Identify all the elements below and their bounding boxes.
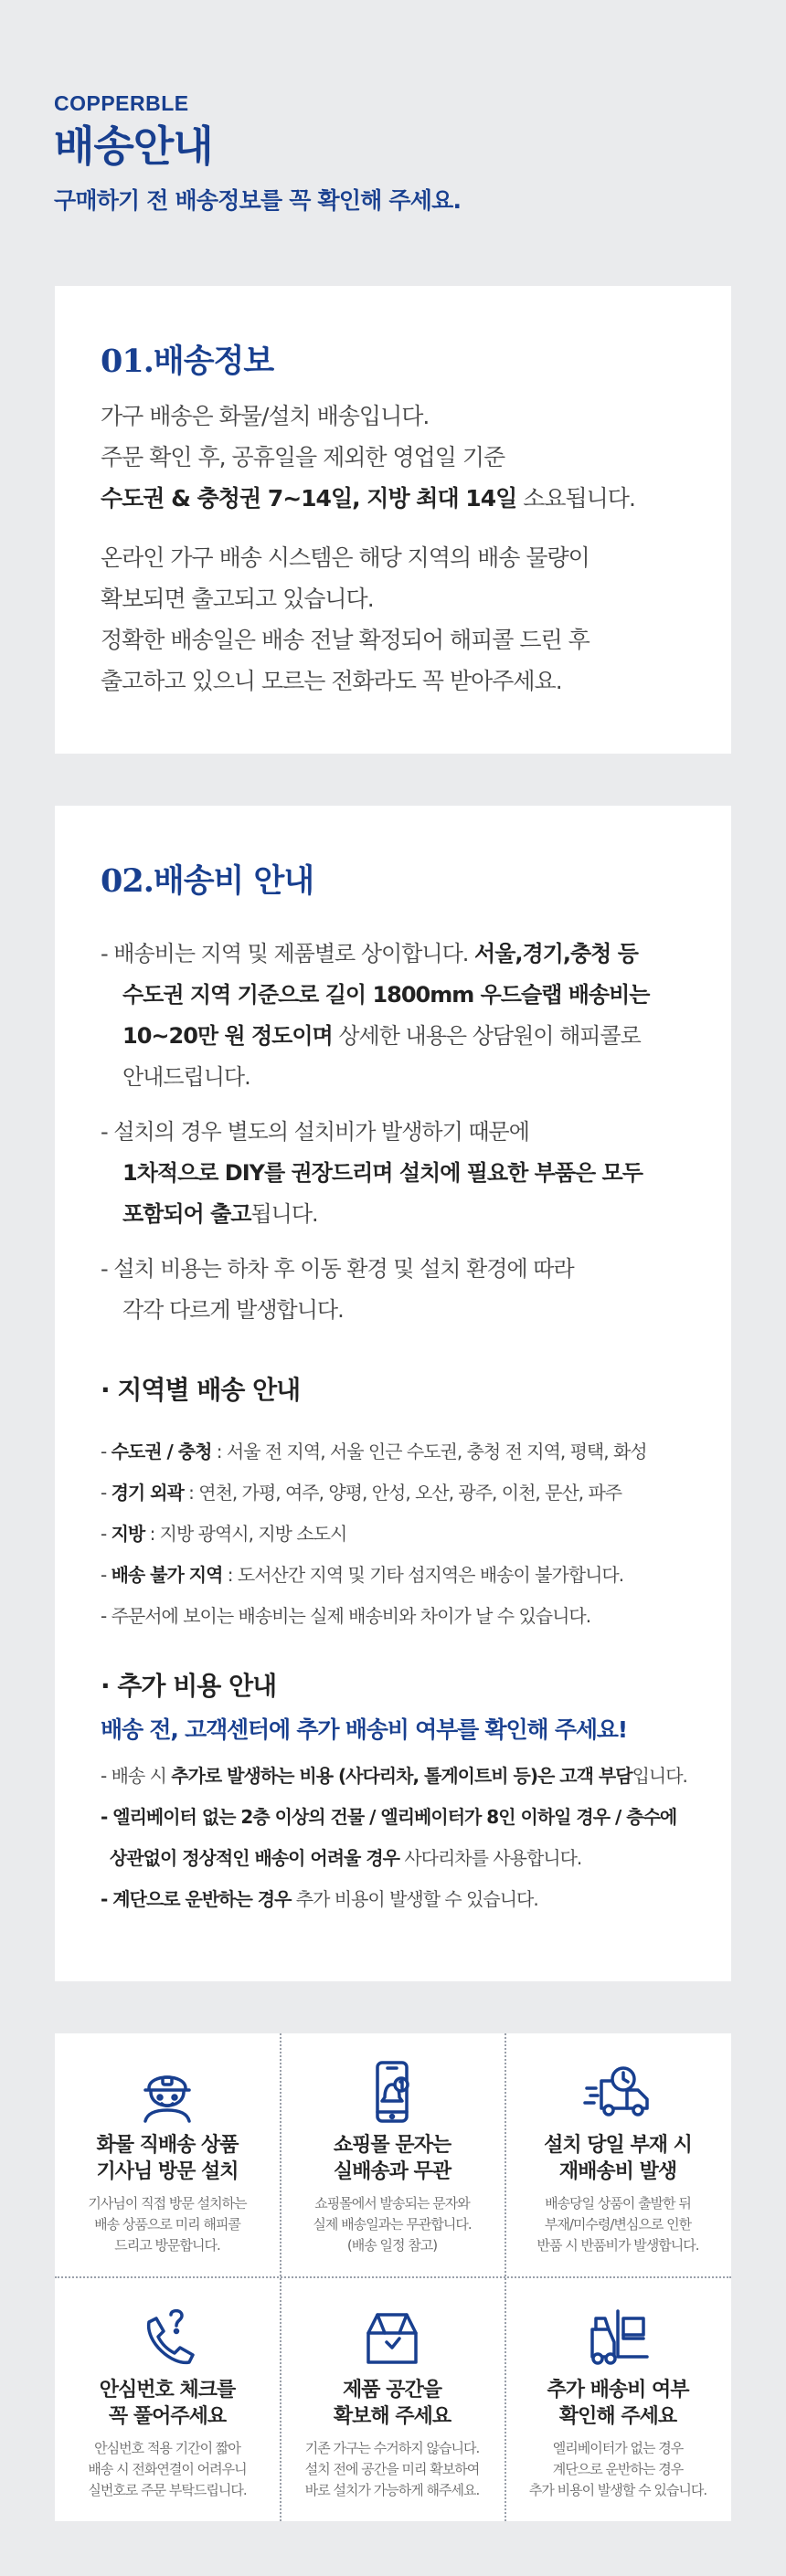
text-line: - 설치의 경우 별도의 설치비가 발생하기 때문에 — [101, 1119, 529, 1145]
list-item: - 주문서에 보이는 배송비는 실제 배송비와 차이가 날 수 있습니다. — [101, 1605, 591, 1627]
list-item: - 경기 외곽 : 연천, 가평, 여주, 양평, 안성, 오산, 광주, 이천, 문산, 파주 — [101, 1482, 622, 1504]
text-line: - 설치 비용는 하차 후 이동 환경 및 설치 환경에 따라 — [101, 1256, 574, 1282]
tip-title: 화물 직배송 상품 기사님 방문 설치 — [96, 2134, 239, 2183]
tip-cell-sms — [280, 2033, 505, 2276]
region-label: 배송 불가 지역 — [111, 1564, 223, 1586]
bold-text: 추가로 발생하는 비용 (사다리차, 톨게이트비 등)은 고객 부담 — [171, 1765, 632, 1787]
bold-text: 수도권 & 충청권 7~14일, 지방 최대 14일 — [101, 485, 517, 512]
region-text: : 연천, 가평, 여주, 양평, 안성, 오산, 광주, 이천, 문산, 파주 — [183, 1482, 622, 1504]
list-item — [101, 1879, 687, 1920]
delivery-worker-icon — [133, 2057, 202, 2127]
text: 입니다. — [632, 1765, 687, 1787]
list-item — [101, 1838, 687, 1879]
extra-cost-title: · 추가 비용 안내 — [101, 1671, 277, 1701]
text-line — [101, 1016, 649, 1057]
list-item: - 배송 불가 지역 : 도서산간 지역 및 기타 섬지역은 배송이 불가합니다. — [101, 1564, 624, 1586]
list-item — [101, 1797, 687, 1838]
text-line — [101, 478, 635, 519]
list-item: - 지방 : 지방 광역시, 지방 소도시 — [101, 1523, 347, 1545]
bold-text: 수도권 지역 기준으로 길이 1800mm 우드슬랩 배송비는 — [122, 982, 650, 1008]
extra-cost-notice: 배송 전, 고객센터에 추가 배송비 여부를 확인해 주세요! — [101, 1716, 627, 1743]
tip-cell-absence — [505, 2033, 731, 2276]
phone-message-icon — [357, 2057, 427, 2127]
text-line: 안내드립니다. — [122, 1064, 250, 1090]
phone-question-icon — [133, 2302, 202, 2371]
list-item: - 수도권 / 충청 : 서울 전 지역, 서울 인근 수도권, 충청 전 지역, 평택, 화성 — [101, 1441, 647, 1462]
text-line — [101, 934, 649, 975]
text: 소요됩니다. — [516, 485, 635, 512]
text-line: 주문 확인 후, 공휴일을 제외한 영업일 기준 — [101, 444, 505, 470]
text-line: 각각 다르게 발생합니다. — [122, 1297, 344, 1323]
bold-text: - 엘리베이터 없는 2층 이상의 건물 / 엘리베이터가 8인 이하일 경우 / 층수에 — [101, 1806, 677, 1828]
bold-text: 1차적으로 DIY를 권장드리며 설치에 필요한 부품은 모두 — [122, 1160, 643, 1186]
text: 추가 비용이 발생할 수 있습니다. — [291, 1888, 538, 1910]
tip-desc: 엘리베이터가 없는 경우 계단으로 운반하는 경우 추가 비용이 발생할 수 있습니다. — [528, 2440, 707, 2498]
region-text: : 도서산간 지역 및 기타 섬지역은 배송이 불가합니다. — [222, 1564, 624, 1586]
text-line: 온라인 가구 배송 시스템은 해당 지역의 배송 물량이 — [101, 544, 590, 571]
delivery-info-card — [55, 286, 731, 754]
text-line: 가구 배송은 화물/설치 배송입니다. — [101, 403, 430, 429]
text: 상세한 내용은 상담원이 해피콜로 — [332, 1023, 641, 1049]
tip-title: 설치 당일 부재 시 재배송비 발생 — [544, 2134, 692, 2183]
region-text: : 지방 광역시, 지방 소도시 — [144, 1523, 347, 1545]
region-label: 수도권 / 충청 — [111, 1441, 212, 1462]
tip-title: 안심번호 체크를 꼭 풀어주세요 — [99, 2379, 236, 2428]
tip-title: 제품 공간을 확보해 주세요 — [333, 2379, 451, 2428]
region-guide-title: · 지역별 배송 안내 — [101, 1375, 301, 1405]
page-title: 배송안내 — [54, 121, 213, 171]
region-label: 경기 외곽 — [111, 1482, 184, 1504]
tip-desc: 기존 가구는 수거하지 않습니다. 설치 전에 공간을 미리 확보하여 바로 설치가 가능하게 해주세요. — [304, 2440, 480, 2498]
tip-cell-space — [280, 2278, 505, 2521]
shipping-fee-bullet-3 — [101, 1249, 574, 1331]
header — [54, 91, 461, 216]
tip-title: 추가 배송비 여부 확인해 주세요 — [547, 2379, 689, 2428]
delivery-info-paragraph-2 — [101, 537, 590, 702]
tip-cell-safe-number — [55, 2278, 280, 2521]
region-label: 지방 — [111, 1523, 145, 1545]
section-title-delivery-info: 01.배송정보 — [101, 343, 274, 380]
text: 됩니다. — [250, 1201, 318, 1227]
text-line — [101, 975, 649, 1016]
region-list — [101, 1431, 647, 1637]
shipping-fee-bullet-1 — [101, 934, 649, 1098]
text: 사다리차를 사용합니다. — [398, 1847, 582, 1869]
shipping-fee-bullet-2 — [101, 1112, 643, 1235]
text-line — [101, 1153, 643, 1194]
tip-desc: 배송당일 상품이 출발한 뒤 부재/미수령/변심으로 인한 반품 시 반품비가 발생합니다. — [536, 2195, 699, 2254]
forklift-icon — [583, 2302, 653, 2371]
text: - 배송 시 — [101, 1765, 172, 1787]
delivery-tips-grid — [55, 2033, 731, 2521]
bold-text: 서울,경기,충청 등 — [474, 941, 638, 966]
extra-cost-list — [101, 1756, 687, 1920]
page-subtitle: 구매하기 전 배송정보를 꼭 확인해 주세요. — [54, 187, 462, 215]
delivery-info-paragraph-1 — [101, 396, 635, 519]
text-line — [101, 1194, 643, 1235]
section-title-shipping-fee: 02.배송비 안내 — [101, 862, 314, 900]
text: - 배송비는 지역 및 제품별로 상이합니다. — [101, 941, 475, 966]
truck-clock-icon — [583, 2057, 653, 2127]
bold-text: 포함되어 출고 — [122, 1201, 251, 1227]
text-line: 정확한 배송일은 배송 전날 확정되어 해피콜 드린 후 — [101, 627, 590, 653]
bold-text: 상관없이 정상적인 배송이 어려울 경우 — [110, 1847, 399, 1869]
tip-title: 쇼핑몰 문자는 실배송과 무관 — [333, 2134, 451, 2183]
bold-text: 10~20만 원 정도이며 — [122, 1023, 333, 1049]
brand-name: COPPERBLE — [54, 91, 189, 115]
tip-desc: 안심번호 적용 기간이 짧아 배송 시 전화연결이 어려우니 실번호로 주문 부탁드립니다. — [88, 2440, 247, 2498]
tip-cell-extra-fee — [505, 2278, 731, 2521]
tip-cell-direct-delivery — [55, 2033, 280, 2276]
tip-desc: 쇼핑몰에서 발송되는 문자와 실제 배송일과는 무관합니다. (배송 일정 참고) — [313, 2195, 472, 2254]
region-text: : 서울 전 지역, 서울 인근 수도권, 충청 전 지역, 평택, 화성 — [211, 1441, 647, 1462]
shipping-fee-card — [55, 806, 731, 1981]
bold-text: - 계단으로 운반하는 경우 — [101, 1888, 292, 1910]
tip-desc: 기사님이 직접 방문 설치하는 배송 상품으로 미리 해피콜 드리고 방문합니다. — [88, 2195, 247, 2254]
open-box-icon — [357, 2302, 427, 2371]
text-line: 출고하고 있으니 모르는 전화라도 꼭 받아주세요. — [101, 668, 562, 694]
list-item — [101, 1756, 687, 1797]
text-line: 확보되면 출고되고 있습니다. — [101, 586, 374, 612]
